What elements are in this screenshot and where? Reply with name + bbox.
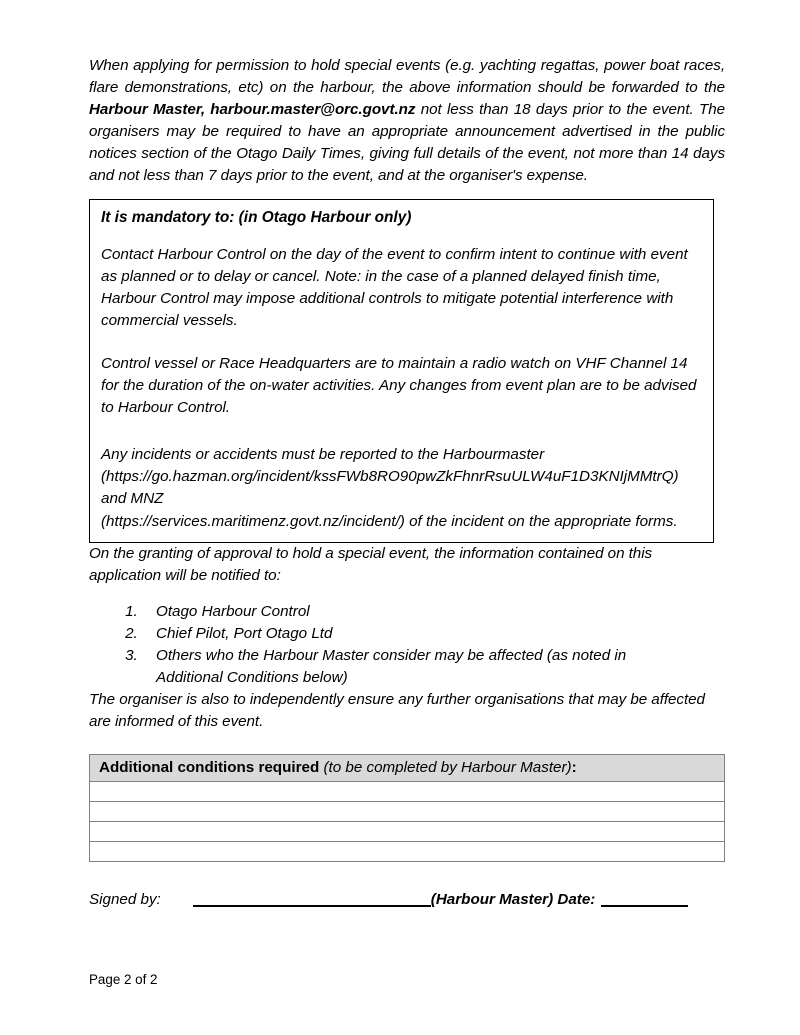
additional-conditions-colon: :	[571, 758, 577, 776]
conditions-entry-cell[interactable]	[90, 801, 725, 821]
table-row	[90, 801, 725, 821]
list-item	[142, 601, 725, 623]
signature-field[interactable]	[193, 905, 431, 907]
mandatory-requirements-box	[89, 199, 714, 543]
mandatory-paragraph-radio-watch: Control vessel or Race Headquarters are to maintain a radio watch on VHF Channel 14 for the duration of the on-water activities. Any changes from event plan are to be advised to Harbour Control.	[101, 354, 697, 417]
notification-list	[89, 601, 725, 689]
additional-conditions-title: Additional conditions required	[99, 758, 320, 776]
conditions-entry-cell[interactable]	[90, 821, 725, 841]
intro-paragraph	[89, 55, 725, 188]
incident-report-line-1: Any incidents or accidents must be reported to the Harbourmaster	[101, 445, 545, 463]
table-header-row	[90, 754, 725, 781]
harbour-master-contact: Harbour Master, harbour.master@orc.govt.nz	[89, 101, 416, 119]
page-footer: Page 2 of 2	[89, 972, 158, 987]
harbour-master-date-label: (Harbour Master) Date:	[430, 890, 596, 908]
page-content	[89, 55, 725, 911]
organiser-note-paragraph: The organiser is also to independently ensure any further organisations that may be affected are informed of this event.	[89, 691, 705, 731]
mandatory-box-title: It is mandatory to: (in Otago Harbour only)	[101, 208, 412, 226]
table-row	[90, 841, 725, 861]
intro-text-part-2: not less than 18 days prior to the event. The organisers may be required to have an appropriate announcement advertised in the public notices section of the Otago Daily Times, giving full details of the event, not more than 14 days and not less than 7 days prior to the event, and at the organiser's expense.	[89, 101, 725, 185]
signature-row	[89, 889, 725, 911]
table-row	[90, 821, 725, 841]
list-item-continuation: Additional Conditions below)	[156, 669, 348, 687]
additional-conditions-header-cell	[90, 754, 725, 781]
conditions-entry-cell[interactable]	[90, 781, 725, 801]
incident-report-line-3: and MNZ	[101, 490, 164, 508]
additional-conditions-table	[89, 754, 725, 862]
hazman-incident-url: (https://go.hazman.org/incident/kssFWb8RO90pwZkFhnrRsuULW4uF1D3KNIjMMtrQ)	[101, 467, 679, 485]
table-row	[90, 781, 725, 801]
list-item-text: Chief Pilot, Port Otago Ltd	[156, 625, 333, 643]
list-item	[142, 645, 725, 689]
maritimenz-incident-url: (https://services.maritimenz.govt.nz/incident/) of the incident on the appropriate forms.	[101, 512, 678, 530]
additional-conditions-subtitle: (to be completed by Harbour Master)	[319, 758, 572, 776]
mandatory-paragraph-contact-harbour-control: Contact Harbour Control on the day of the event to confirm intent to continue with event as planned or to delay or cancel. Note: in the case of a planned delayed finish time, Harbour Control may impose additional controls to mitigate potential interference with commercial vessels.	[101, 245, 688, 330]
conditions-entry-cell[interactable]	[90, 841, 725, 861]
list-item-text: Others who the Harbour Master consider may be affected (as noted in	[156, 647, 627, 665]
intro-text-part-1: When applying for permission to hold special events (e.g. yachting regattas, power boat races, flare demonstrations, etc) on the harbour, the above information should be forwarded to the	[89, 57, 725, 97]
date-field[interactable]	[601, 905, 688, 907]
signed-by-label: Signed by:	[89, 890, 161, 908]
list-item	[142, 623, 725, 645]
notification-lead-in: On the granting of approval to hold a special event, the information contained on this application will be notified to:	[89, 544, 653, 584]
mandatory-paragraph-incident-reporting	[101, 444, 702, 533]
list-item-text: Otago Harbour Control	[156, 603, 310, 621]
